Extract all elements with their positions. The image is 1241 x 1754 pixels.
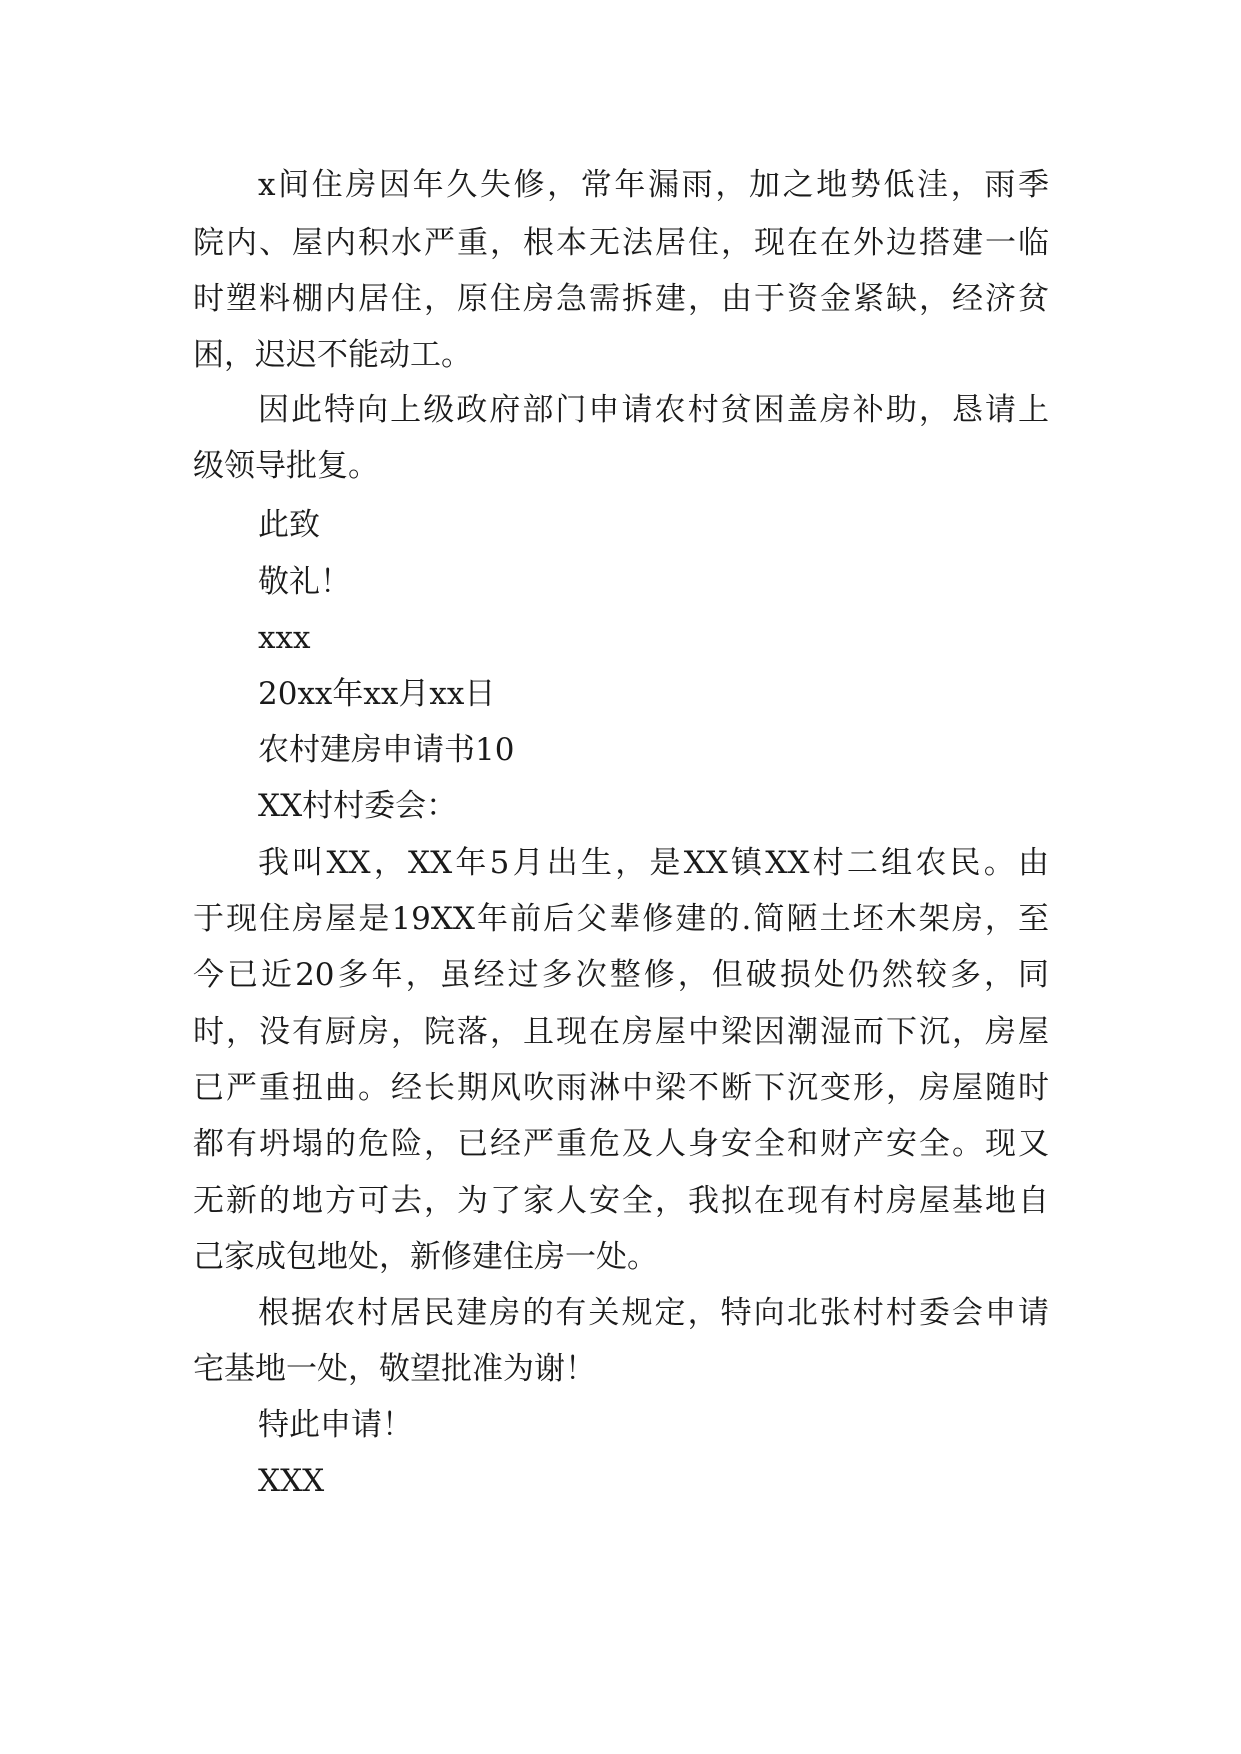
paragraph-1-line-3: 时塑料棚内居住，原住房急需拆建，由于资金紧缺，经济贫 [193, 281, 1049, 317]
paragraph-3-line-7: 无新的地方可去，为了家人安全，我拟在现有村房屋基地自 [193, 1183, 1049, 1219]
signature-date-1: 20xx年xx月xx日 [258, 676, 496, 712]
closing-jingli: 敬礼！ [258, 564, 351, 600]
paragraph-2-line-2: 级领导批复。 [193, 448, 379, 484]
paragraph-3-line-2: 于现住房屋是19XX年前后父辈修建的.简陋土坯木架房，至 [193, 901, 1049, 937]
paragraph-3-line-8: 己家成包地处，新修建住房一处。 [193, 1239, 658, 1275]
paragraph-4-line-1: 根据农村居民建房的有关规定，特向北张村村委会申请 [258, 1295, 1049, 1331]
signature-name-2: XXX [258, 1463, 325, 1499]
paragraph-3-line-6: 都有坍塌的危险，已经严重危及人身安全和财产安全。现又 [193, 1126, 1049, 1162]
addressee: XX村村委会： [258, 788, 458, 824]
paragraph-3-line-4: 时，没有厨房，院落，且现在房屋中梁因潮湿而下沉，房屋 [193, 1014, 1049, 1050]
paragraph-2-line-1: 因此特向上级政府部门申请农村贫困盖房补助，恳请上 [258, 392, 1049, 428]
paragraph-4-line-2: 宅基地一处，敬望批准为谢！ [193, 1351, 596, 1387]
paragraph-3-line-5: 已严重扭曲。经长期风吹雨淋中梁不断下沉变形，房屋随时 [193, 1070, 1049, 1106]
closing-tecishenqing: 特此申请！ [258, 1407, 413, 1443]
paragraph-3-line-1: 我叫XX，XX年5月出生，是XX镇XX村二组农民。由 [258, 845, 1049, 881]
paragraph-1-line-2: 院内、屋内积水严重，根本无法居住，现在在外边搭建一临 [193, 225, 1049, 261]
signature-name-1: xxx [258, 620, 311, 656]
paragraph-3-line-3: 今已近20多年，虽经过多次整修，但破损处仍然较多，同 [193, 957, 1049, 993]
closing-cizhi: 此致 [258, 507, 320, 543]
paragraph-1-line-1: x间住房因年久失修，常年漏雨，加之地势低洼，雨季 [258, 167, 1049, 203]
section-title: 农村建房申请书10 [258, 732, 515, 768]
paragraph-1-line-4: 困，迟迟不能动工。 [193, 337, 472, 373]
